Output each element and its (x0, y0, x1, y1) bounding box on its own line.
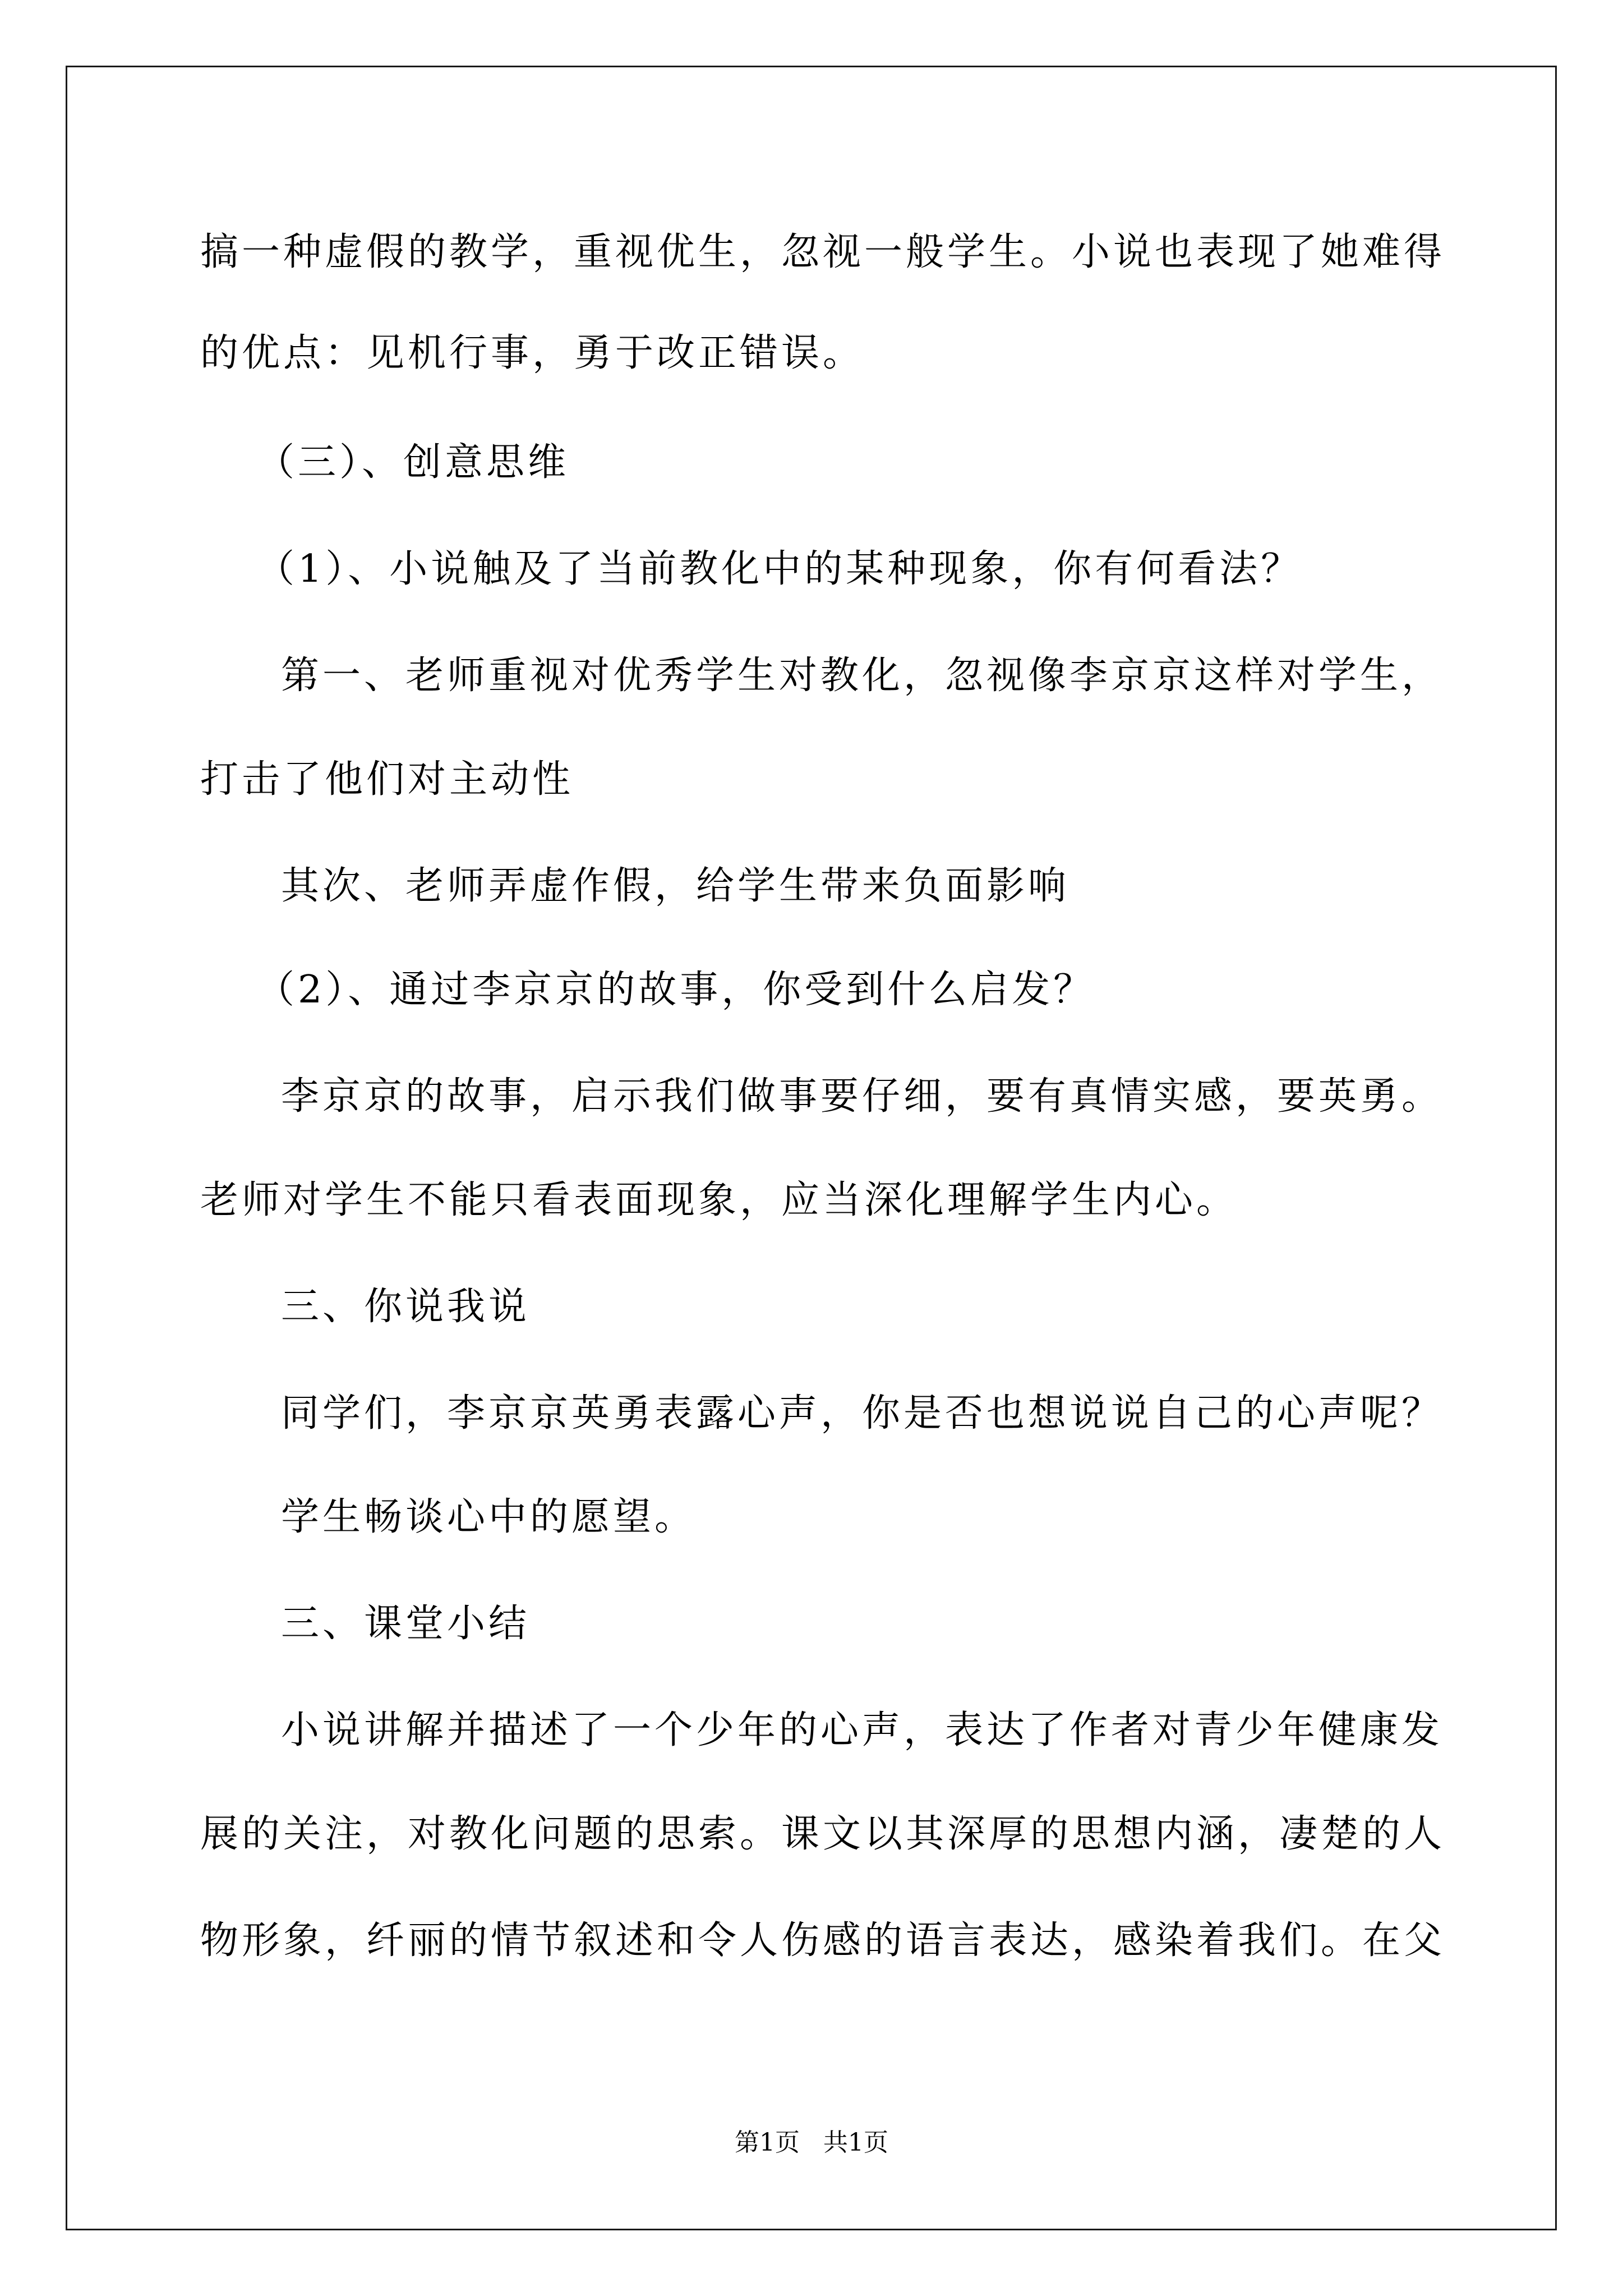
paragraph-line: 物形象，纤丽的情节叙述和令人伤感的语言表达，感染着我们。在父 (200, 1918, 1446, 1963)
paragraph-line: 李京京的故事，启示我们做事要仔细，要有真情实感，要英勇。 (281, 1074, 1444, 1119)
question-line: （1）、小说触及了当前教化中的某种现象，你有何看法？ (256, 547, 1303, 591)
page-border (66, 66, 1557, 2230)
question-line: （2）、通过李京京的故事，你受到什么启发？ (256, 968, 1095, 1012)
section-heading: 三、你说我说 (281, 1285, 531, 1329)
paragraph-line: 搞一种虚假的教学，重视优生，忽视一般学生。小说也表现了她难得 (200, 230, 1446, 274)
paragraph-line: 第一、老师重视对优秀学生对教化，忽视像李京京这样对学生， (281, 654, 1444, 698)
section-heading: 三、课堂小结 (281, 1602, 531, 1646)
section-heading: （三）、创意思维 (256, 440, 570, 485)
paragraph-line: 同学们，李京京英勇表露心声，你是否也想说说自己的心声呢？ (281, 1391, 1444, 1435)
paragraph-line: 的优点：见机行事，勇于改正错误。 (200, 331, 865, 375)
paragraph-line: 小说讲解并描述了一个少年的心声，表达了作者对青少年健康发 (281, 1708, 1444, 1752)
paragraph-line: 展的关注，对教化问题的思索。课文以其深厚的思想内涵，凄楚的人 (200, 1812, 1446, 1856)
paragraph-line: 老师对学生不能只看表面现象，应当深化理解学生内心。 (200, 1178, 1238, 1222)
page-footer: 第1页 共1页 (735, 2128, 888, 2157)
paragraph-line: 其次、老师弄虚作假，给学生带来负面影响 (281, 864, 1070, 908)
paragraph-line: 学生畅谈心中的愿望。 (281, 1495, 697, 1539)
paragraph-line: 打击了他们对主动性 (200, 757, 574, 802)
